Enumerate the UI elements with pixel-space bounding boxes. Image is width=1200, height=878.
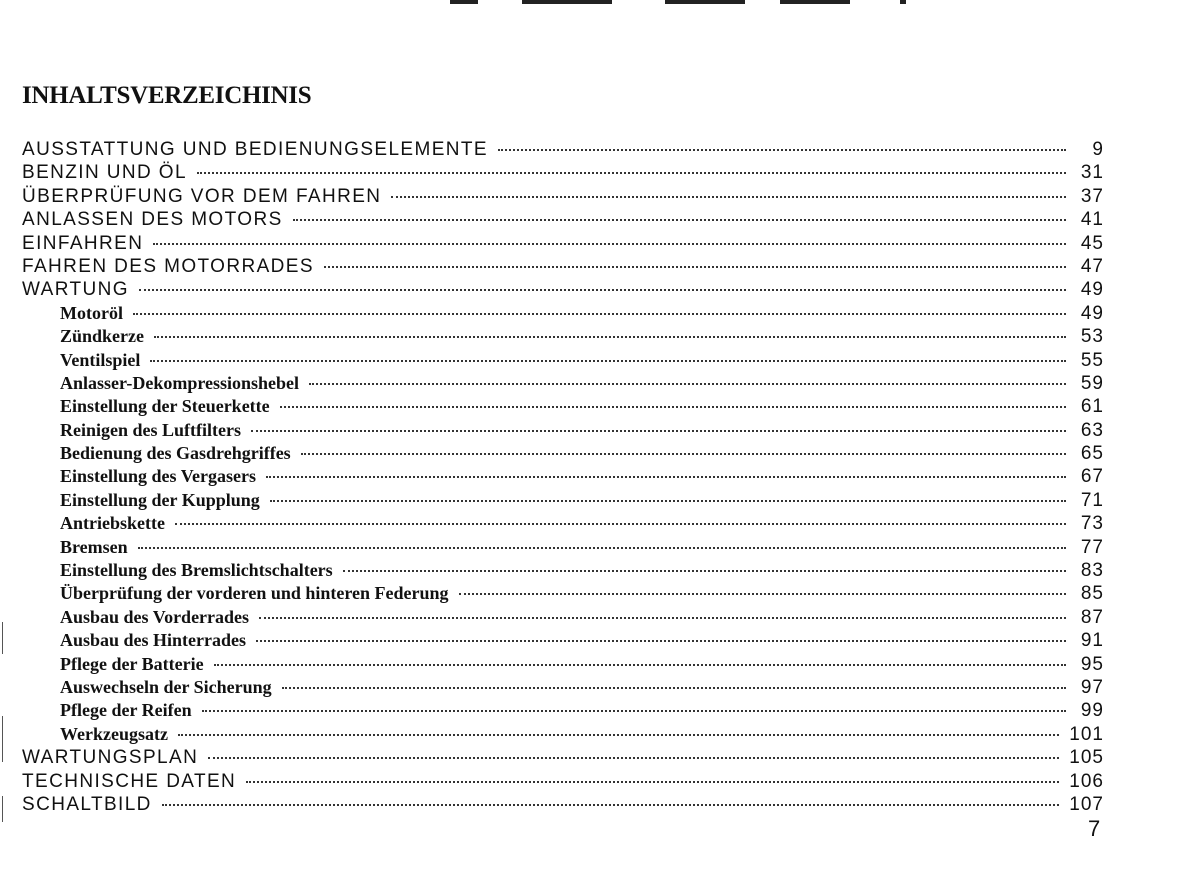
toc-entry-title: WARTUNG (22, 279, 129, 301)
toc-entry-page: 106 (1069, 770, 1104, 792)
toc-entry-page: 49 (1080, 302, 1104, 324)
toc-entry (22, 278, 1104, 301)
toc-entry-page: 87 (1080, 606, 1104, 628)
toc-entry-title: Ausbau des Hinterrades (60, 630, 247, 651)
toc-entry (22, 232, 1104, 255)
toc-entry-page: 37 (1080, 185, 1104, 207)
toc-entry-page: 73 (1080, 513, 1104, 535)
toc-entry-title: Anlasser-Dekompressionshebel (60, 372, 300, 393)
toc-entry-title: Zündkerze (60, 326, 145, 347)
toc-entry (22, 629, 1104, 652)
toc-entry (22, 395, 1104, 418)
dot-leader (324, 266, 1066, 268)
toc-entry (22, 559, 1104, 582)
toc-entry-title: ANLASSEN DES MOTORS (22, 209, 283, 231)
dot-leader (162, 804, 1060, 806)
toc-entry (22, 372, 1104, 395)
toc-entry-page: 31 (1080, 162, 1104, 184)
dot-leader (282, 687, 1066, 689)
margin-mark (2, 796, 3, 822)
toc-entry-page: 55 (1080, 349, 1104, 371)
toc-entry (22, 349, 1104, 372)
dot-leader (197, 172, 1066, 174)
toc-entry-title: Pflege der Reifen (60, 700, 192, 721)
toc-entry-title: Bremsen (60, 536, 128, 557)
dot-leader (208, 757, 1059, 759)
toc-entry-title: Werkzeugsatz (60, 723, 168, 744)
toc-entry-title: Motoröl (60, 302, 123, 323)
dot-leader (309, 383, 1066, 385)
toc-entry-title: AUSSTATTUNG UND BEDIENUNGSELEMENTE (22, 139, 488, 160)
toc-entry-title: Ventilspiel (60, 349, 141, 370)
dot-leader (133, 313, 1066, 315)
toc-entry-page: 85 (1080, 583, 1104, 605)
toc-entry-page: 67 (1080, 466, 1104, 488)
dot-leader (259, 617, 1066, 619)
toc-entry (22, 465, 1104, 488)
toc-entry-page: 47 (1080, 255, 1104, 277)
toc-entry-title: Pflege der Batterie (60, 653, 204, 674)
toc-entry (22, 770, 1104, 793)
dot-leader (246, 781, 1059, 783)
dot-leader (251, 430, 1066, 432)
toc-entry (22, 161, 1104, 184)
margin-mark (2, 622, 3, 654)
toc-entry-title: Reinigen des Luftfilters (60, 419, 241, 440)
toc-entry (22, 255, 1104, 278)
toc-entry (22, 676, 1104, 699)
toc-entry-page: 91 (1080, 630, 1104, 652)
toc-entry-page: 71 (1080, 489, 1104, 511)
toc-entry-title: Überprüfung der vorderen und hinteren Federung (60, 583, 449, 604)
toc-entry (22, 723, 1104, 746)
toc-entry-page: 83 (1080, 560, 1104, 582)
dot-leader (498, 149, 1066, 151)
dot-leader (138, 547, 1066, 549)
dot-leader (178, 734, 1059, 736)
table-of-contents (22, 138, 1104, 816)
toc-entry (22, 302, 1104, 325)
toc-entry (22, 208, 1104, 231)
dot-leader (343, 570, 1066, 572)
dot-leader (214, 664, 1066, 666)
toc-entry-title: TECHNISCHE DATEN (22, 770, 237, 792)
toc-entry-page: 95 (1080, 653, 1104, 675)
top-edge-marks (430, 0, 930, 6)
toc-entry-title: Einstellung des Bremslichtschalters (60, 560, 333, 581)
toc-entry-page: 65 (1080, 443, 1104, 465)
toc-entry-page: 45 (1080, 232, 1104, 254)
toc-entry-title: Bedienung des Gasdrehgriffes (60, 443, 291, 464)
toc-entry (22, 582, 1104, 605)
dot-leader (139, 289, 1066, 291)
dot-leader (202, 710, 1066, 712)
dot-leader (391, 196, 1066, 198)
toc-entry-title: Einstellung des Vergasers (60, 466, 257, 487)
toc-entry-page: 107 (1069, 793, 1104, 815)
dot-leader (301, 453, 1066, 455)
toc-entry-title: Einstellung der Kupplung (60, 489, 260, 510)
dot-leader (175, 523, 1066, 525)
page-title: INHALTSVERZEICHINIS (22, 82, 312, 109)
toc-entry (22, 138, 1104, 161)
toc-entry-page: 63 (1080, 419, 1104, 441)
margin-mark (2, 716, 3, 762)
toc-entry (22, 536, 1104, 559)
toc-entry-page: 41 (1080, 209, 1104, 231)
dot-leader (266, 476, 1066, 478)
toc-entry (22, 699, 1104, 722)
toc-entry (22, 512, 1104, 535)
toc-entry-page: 59 (1080, 372, 1104, 394)
toc-entry-page: 53 (1080, 326, 1104, 348)
toc-entry (22, 325, 1104, 348)
dot-leader (150, 360, 1066, 362)
toc-entry-title: SCHALTBILD (22, 793, 152, 815)
toc-entry (22, 489, 1104, 512)
dot-leader (293, 219, 1066, 221)
toc-entry-title: Auswechseln der Sicherung (60, 676, 272, 697)
toc-entry (22, 746, 1104, 769)
toc-entry-title: Antriebskette (60, 513, 165, 534)
toc-entry (22, 653, 1104, 676)
toc-entry (22, 442, 1104, 465)
toc-entry (22, 185, 1104, 208)
toc-entry-title: Ausbau des Vorderrades (60, 606, 250, 627)
toc-entry-title: ÜBERPRÜFUNG VOR DEM FAHREN (22, 185, 382, 207)
toc-entry-title: Einstellung der Steuerkette (60, 396, 270, 417)
dot-leader (459, 593, 1066, 595)
toc-entry-page: 105 (1069, 747, 1104, 769)
dot-leader (270, 500, 1066, 502)
dot-leader (256, 640, 1066, 642)
page-number: 7 (1088, 816, 1101, 841)
toc-entry (22, 793, 1104, 816)
toc-entry-title: WARTUNGSPLAN (22, 747, 199, 769)
toc-entry-page: 101 (1069, 723, 1104, 745)
toc-entry (22, 419, 1104, 442)
dot-leader (154, 336, 1066, 338)
toc-entry-page: 9 (1092, 139, 1104, 160)
toc-entry-page: 77 (1080, 536, 1104, 558)
toc-entry-page: 49 (1080, 279, 1104, 301)
toc-entry-title: EINFAHREN (22, 232, 144, 254)
toc-entry-page: 97 (1080, 676, 1104, 698)
toc-entry (22, 606, 1104, 629)
toc-entry-title: BENZIN UND ÖL (22, 162, 187, 184)
toc-entry-title: FAHREN DES MOTORRADES (22, 255, 314, 277)
dot-leader (280, 406, 1066, 408)
toc-entry-page: 61 (1080, 396, 1104, 418)
toc-entry-page: 99 (1080, 700, 1104, 722)
dot-leader (153, 243, 1066, 245)
